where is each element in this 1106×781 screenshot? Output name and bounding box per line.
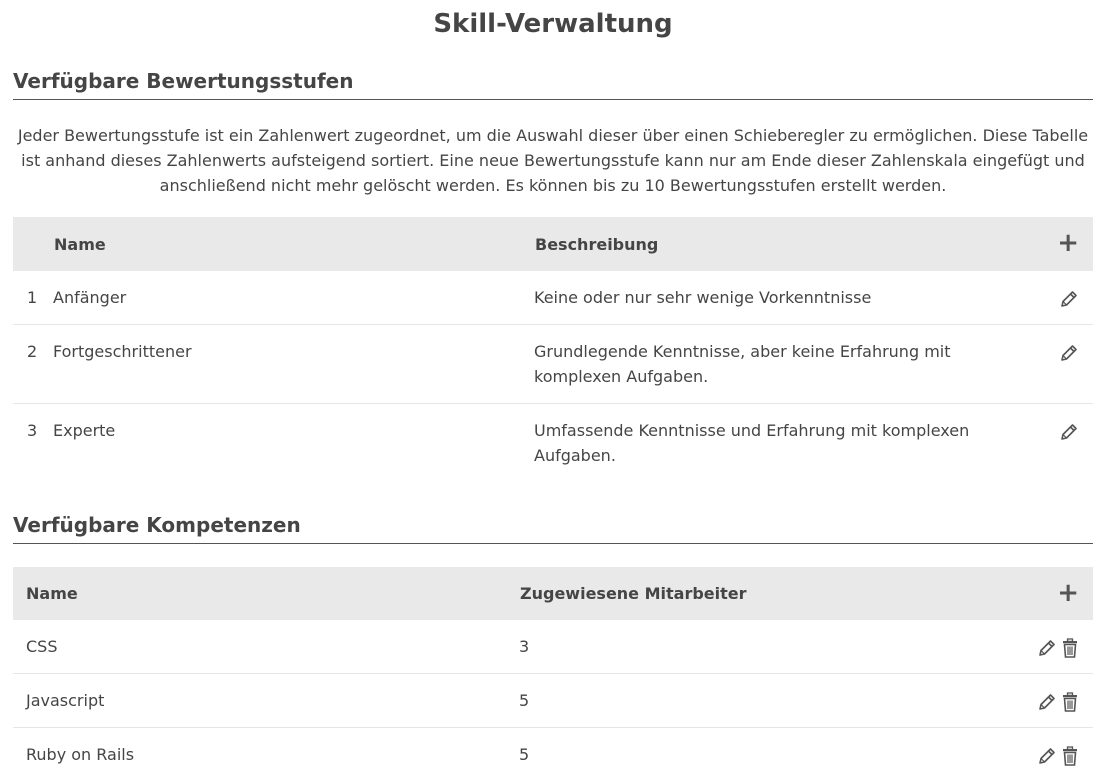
level-description: Umfassende Kenntnisse und Erfahrung mit komplexen Aufgaben. [534,404,1036,483]
skills-heading: Verfügbare Kompetenzen [13,513,1093,544]
table-row [13,620,1093,674]
level-number: 2 [13,325,53,404]
skill-actions [1001,620,1093,674]
level-name: Fortgeschrittener [53,325,534,404]
level-description: Grundlegende Kenntnisse, aber keine Erfahrung mit komplexen Aufgaben. [534,325,1036,404]
edit-pencil-icon[interactable] [1037,692,1057,712]
skill-assigned-count: 5 [519,728,1001,781]
level-name: Anfänger [53,271,534,325]
skill-name: Javascript [13,674,519,728]
table-row [13,325,1093,404]
delete-trash-icon[interactable] [1061,638,1079,658]
skill-assigned-count: 3 [519,620,1001,674]
levels-header-description: Beschreibung [534,217,1036,271]
skill-assigned-count: 5 [519,674,1001,728]
skill-name: Ruby on Rails [13,728,519,781]
skills-table [13,567,1093,781]
level-actions [1036,271,1093,325]
edit-pencil-icon[interactable] [1059,343,1079,363]
table-row [13,271,1093,325]
levels-table [13,217,1093,482]
table-row [13,674,1093,728]
level-name: Experte [53,404,534,483]
level-actions [1036,404,1093,483]
levels-header-number [13,217,53,271]
levels-heading: Verfügbare Bewertungsstufen [13,69,1093,100]
skills-header-name: Name [13,567,519,620]
level-actions [1036,325,1093,404]
skills-table-header [13,567,1093,620]
edit-pencil-icon[interactable] [1059,289,1079,309]
edit-pencil-icon[interactable] [1037,638,1057,658]
levels-header-name: Name [53,217,534,271]
table-row [13,404,1093,483]
level-description: Keine oder nur sehr wenige Vorkenntnisse [534,271,1036,325]
levels-header-actions [1036,217,1093,271]
page-title: Skill-Verwaltung [13,0,1093,44]
skill-actions [1001,728,1093,781]
skill-actions [1001,674,1093,728]
skills-header-assigned: Zugewiesene Mitarbeiter [519,567,1001,620]
levels-description: Jeder Bewertungsstufe ist ein Zahlenwert zugeordnet, um die Auswahl dieser über einen Schieberegler zu ermöglichen. Diese Tabelle ist anhand dieses Zahlenwerts aufsteigend sortiert. Eine neue Bewertungsstufe kann nur am Ende dieser Zahlenskala eingefügt und anschließend nicht mehr gelöscht werden. Es können bis zu 10 Bewertungsstufen erstellt werden. [13,123,1093,198]
edit-pencil-icon[interactable] [1059,422,1079,442]
delete-trash-icon[interactable] [1061,692,1079,712]
skill-name: CSS [13,620,519,674]
levels-table-header [13,217,1093,271]
table-row [13,728,1093,781]
level-number: 1 [13,271,53,325]
add-skill-plus-icon[interactable]: + [1057,583,1079,603]
add-level-plus-icon[interactable]: + [1057,233,1079,253]
skills-header-actions [1001,567,1093,620]
level-number: 3 [13,404,53,483]
